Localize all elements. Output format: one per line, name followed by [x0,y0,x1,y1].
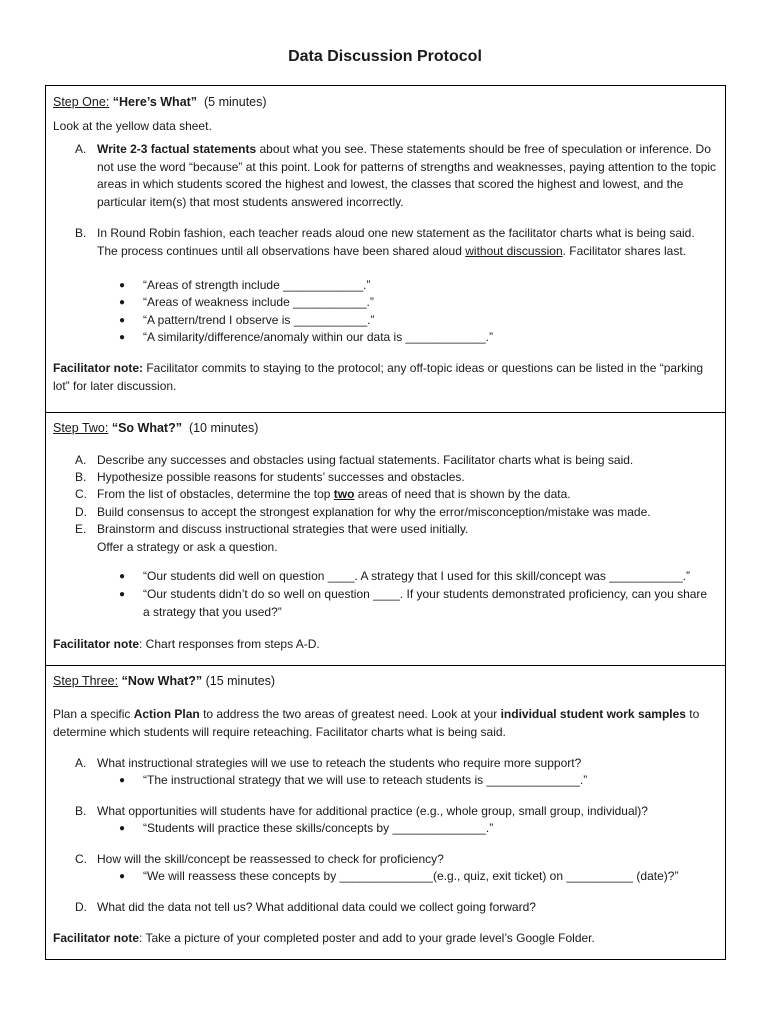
note-label: Facilitator note: [53,361,144,375]
step-three-label: Step Three: [53,674,119,688]
intro-text-1: Plan a specific [53,707,134,721]
step-one-facilitator-note [53,360,715,395]
bullet-icon: ● [119,823,126,834]
step-three-item-c [75,851,717,869]
item-label: B. [75,804,87,818]
bullet-icon: ● [119,871,126,882]
step-one-item-a [75,141,717,211]
item-text-2: Offer a strategy or ask a question. [97,539,278,554]
item-b-text1: In Round Robin fashion, each teacher reads aloud one new statement as the facilitator charts what is being said. The process continues until all observations have been shared aloud [97,226,695,258]
step-three-intro [53,706,715,741]
step-one-intro: Look at the yellow data sheet. [53,119,212,133]
step-one-heading [53,94,715,112]
item-label: D. [75,505,87,519]
list-item [119,312,717,330]
item-b-text2: . Facilitator shares last. [562,243,686,258]
bullet-icon: ● [119,589,126,600]
item-a-bold: Write 2-3 factual statements [97,142,257,156]
step-three-item-d [75,899,717,917]
note-text: : Take a picture of your completed poster and add to your grade level’s Google Folder. [139,931,595,945]
intro-text-2: to address the two areas of greatest need. Look at your [199,707,501,721]
step-two-item-e [75,521,717,556]
bullet-icon: ● [119,775,126,786]
item-b-underline: without discussion [465,243,563,258]
step-two-name: “So What?” [111,421,182,435]
step-one-name: “Here’s What” [112,95,198,109]
item-label: D. [75,900,87,914]
bullet-icon: ● [119,332,126,343]
step-two-item-b [75,469,717,487]
item-text: How will the skill/concept be reassessed to check for proficiency? [97,852,444,866]
step-one-section [46,86,725,413]
item-label: E. [75,522,87,536]
bullet-text: “Areas of strength include ____________.” [143,278,371,292]
step-three-item-b [75,803,717,821]
item-text: What did the data not tell us? What additional data could we collect going forward? [97,900,536,914]
step-one-label: Step One: [53,95,110,109]
bullet-text: “Students will practice these skills/concepts by ______________.” [143,821,494,835]
note-label: Facilitator note [53,637,140,651]
list-item [119,820,717,838]
item-label: A. [75,453,87,467]
page-title: Data Discussion Protocol [288,48,482,65]
list-item [119,277,717,295]
bullet-text: “A similarity/difference/anomaly within our data is ____________.” [143,330,493,344]
step-two-item-d [75,504,717,522]
bullet-icon: ● [119,297,126,308]
bullet-text: “A pattern/trend I observe is ___________.” [143,313,375,327]
item-text: Hypothesize possible reasons for students’ successes and obstacles. [97,470,465,484]
item-label: B. [75,470,87,484]
list-item [119,868,717,886]
step-two-label: Step Two: [53,421,109,435]
step-three-name: “Now What?” [121,674,203,688]
item-a-text: about what you see. These statements should be free of speculation or inference. Do not use the word “because” at this point. Look for patterns of strengths and weaknesses, paying attention to the topic areas in which students scored the highest and lowest, the classes that scored the highest and lowest, and the particular item(s) that most students answered incorrectly. [97,142,717,209]
item-text: What instructional strategies will we use to reteach the students who require more support? [97,756,582,770]
step-three-item-a [75,755,717,773]
step-two-item-c [75,486,717,504]
item-text: Describe any successes and obstacles using factual statements. Facilitator charts what is being said. [97,453,634,467]
item-c-text2: areas of need that is shown by the data. [354,487,571,501]
item-label: C. [75,487,87,501]
bullet-text: “Our students didn’t do so well on question ____. If your students demonstrated proficiency, can you share a strategy that you used?” [143,587,708,619]
item-label: C. [75,852,87,866]
step-one-time: (5 minutes) [204,95,267,109]
intro-bold-1: Action Plan [133,707,200,721]
list-item [119,586,717,621]
note-label: Facilitator note [53,931,140,945]
item-text: Brainstorm and discuss instructional strategies that were used initially. [97,522,469,536]
step-three-time: (15 minutes) [205,674,276,688]
bullet-icon: ● [119,280,126,291]
step-three-facilitator-note [53,930,715,948]
bullet-icon: ● [119,315,126,326]
bullet-text: “Our students did well on question ____. A strategy that I used for this skill/concept was ___________.” [143,569,690,583]
step-three-heading [53,673,715,691]
bullet-text: “Areas of weakness include ___________.” [143,295,374,309]
bullet-icon: ● [119,571,126,582]
item-text: Build consensus to accept the strongest explanation for why the error/misconception/mistake was made. [97,505,651,519]
note-text: : Chart responses from steps A-D. [139,637,320,651]
list-item [119,294,717,312]
step-one-item-b [75,225,717,260]
step-two-heading [53,420,715,438]
intro-text-3: to determine which students will require reteaching. Facilitator charts what is being said. [53,707,700,739]
item-label: A. [75,142,87,156]
list-item [119,568,717,586]
item-c-bold: two [333,487,355,501]
step-two-time: (10 minutes) [188,421,259,435]
step-three-section [46,665,725,959]
item-c-text1: From the list of obstacles, determine the top [97,487,334,501]
item-label: A. [75,756,87,770]
step-two-facilitator-note [53,636,715,654]
bullet-text: “We will reassess these concepts by ______________(e.g., quiz, exit ticket) on __________ (date)?” [143,869,679,883]
protocol-table [45,85,726,960]
item-text: What opportunities will students have for additional practice (e.g., whole group, small group, individual)? [97,804,648,818]
intro-bold-2: individual student work samples [500,707,686,721]
list-item [119,329,717,347]
step-two-item-a [75,452,717,470]
item-label: B. [75,226,87,240]
list-item [119,772,717,790]
bullet-text: “The instructional strategy that we will use to reteach students is ______________.” [143,773,588,787]
note-text: Facilitator commits to staying to the protocol; any off-topic ideas or questions can be listed in the “parking lot” for later discussion. [53,361,704,393]
step-two-section [46,412,725,666]
